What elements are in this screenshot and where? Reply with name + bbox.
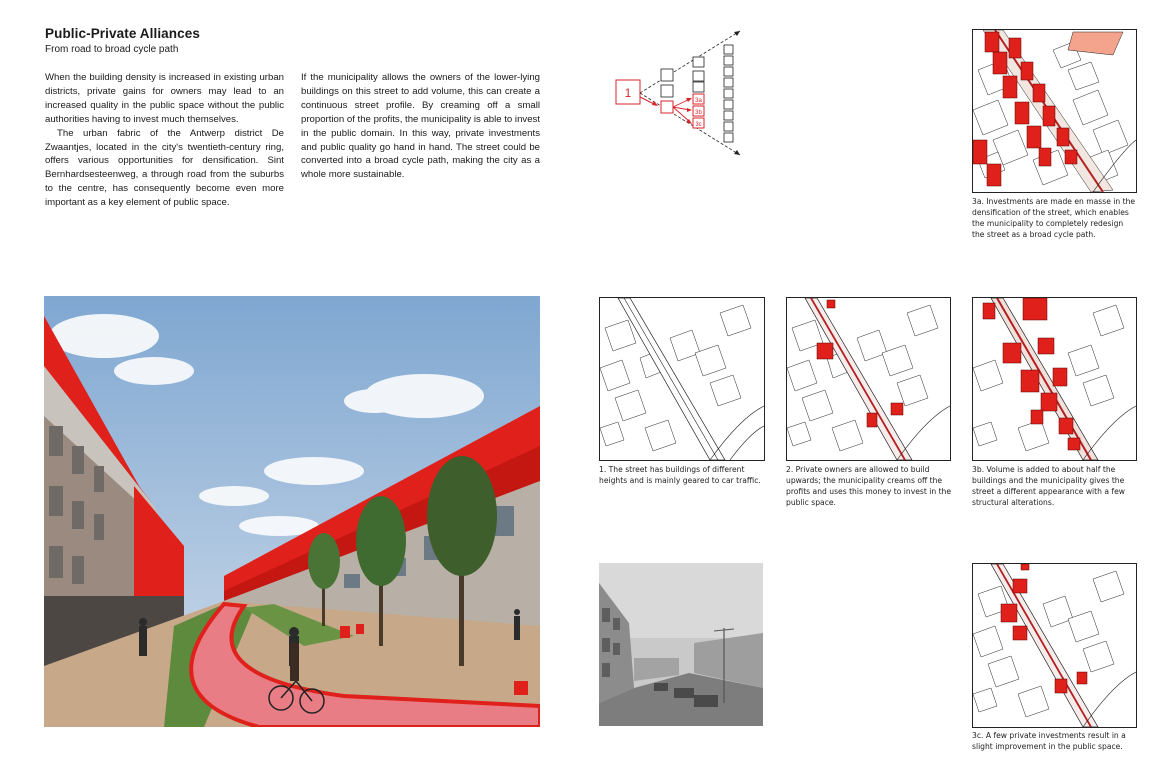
axonometric-1 xyxy=(599,297,765,461)
caption-2: 2. Private owners are allowed to build upwards; the municipality creams off the profits and uses this money to invest in the public space. xyxy=(786,465,952,507)
caption-3a: 3a. Investments are made en masse in the densification of the street, which enables the municipality to completely redesign the street as a broad cycle path. xyxy=(972,197,1136,239)
diagram-label-3b: 3b xyxy=(695,110,702,116)
paragraph-3: If the municipality allows the owners of the lower-lying buildings on this street to add volume, this can create a continuous street profile. By creaming off a small proportion of the profits, the municipality is able to invest in the public domain. In this way, private investments and public quality go hand in hand. The street could be converted into a broad cycle path, making the city as a whole more sustainable. xyxy=(301,72,540,181)
diagram-root-label: 1 xyxy=(624,86,632,100)
axonometric-3a xyxy=(972,29,1137,193)
caption-1: 1. The street has buildings of different heights and is mainly geared to car traffic. xyxy=(599,465,761,485)
caption-3b: 3b. Volume is added to about half the buildings and the municipality gives the street a different appearance with a few structural alterations. xyxy=(972,465,1125,507)
street-rendering xyxy=(44,296,540,727)
paragraph-2: The urban fabric of the Antwerp district De Zwaantjes, located in the city's twentieth-century ring, offers various opportunities for densification. Sint Bernhardsesteenweg, a through road from the suburbs to the centre, has consequently become even more important as a key element of public space. xyxy=(45,127,284,209)
axonometric-3c xyxy=(972,563,1137,728)
paragraph-1: When the building density is increased in existing urban districts, private gains for owners may lead to an increased quality in the public space without the public authorities having to invest much themselves. xyxy=(45,72,284,125)
page-title: Public-Private Alliances xyxy=(45,26,200,41)
diagram-label-3c: 3c xyxy=(695,122,702,128)
text-column-2 xyxy=(301,71,540,182)
street-photo xyxy=(599,563,763,726)
scenario-diagram xyxy=(610,25,750,165)
caption-3c: 3c. A few private investments result in a slight improvement in the public space. xyxy=(972,731,1126,751)
text-column-1 xyxy=(45,71,284,210)
diagram-label-3a: 3a xyxy=(695,98,702,104)
axonometric-2 xyxy=(786,297,951,461)
page-subtitle: From road to broad cycle path xyxy=(45,44,179,55)
axonometric-3b xyxy=(972,297,1137,461)
